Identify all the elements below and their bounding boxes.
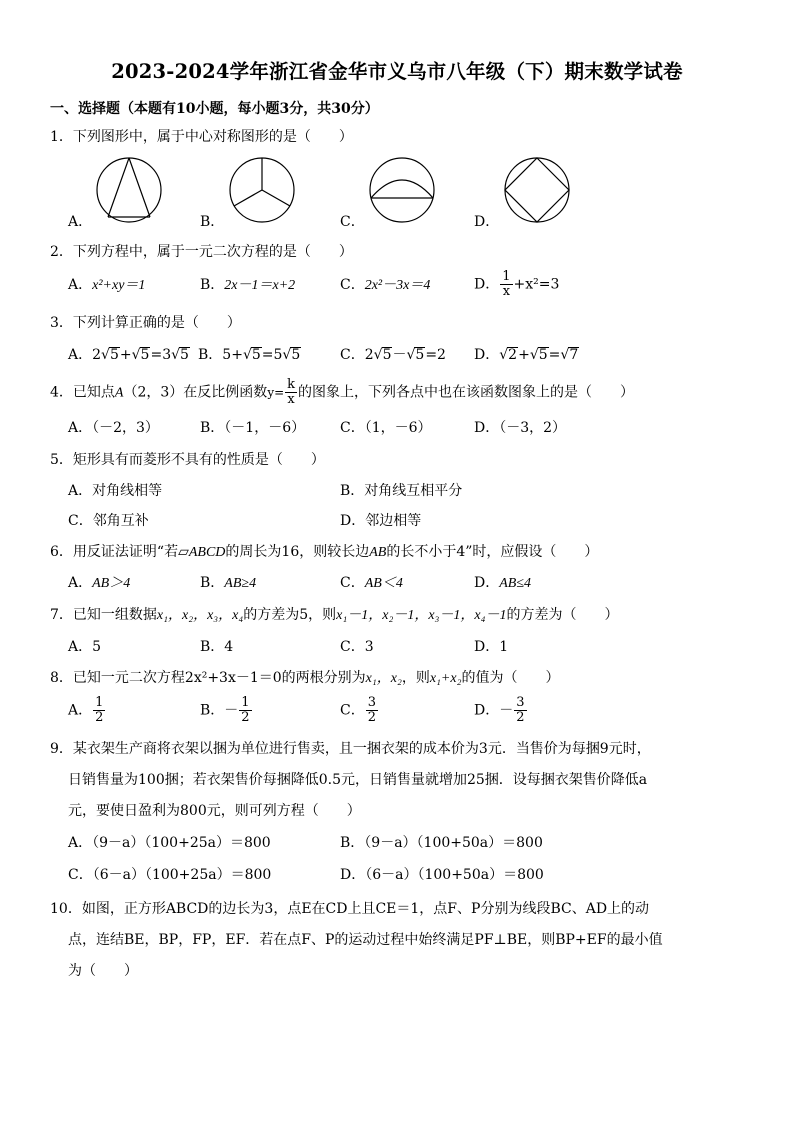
question-10-line-1: 10．如图，正方形ABCD的边长为3，点E在CD上且CE＝1，点F、P分别为线段BC、AD上的动 [50,901,650,917]
q7-option-b[interactable]: B．4 [200,639,234,655]
section-heading: 一、选择题（本题有10小题，每小题3分，共30分） [50,101,379,117]
q2-option-a[interactable]: A．x²+xy＝1 [68,277,146,293]
q8-option-a[interactable]: A． $\frac{1}{2}$ [68,695,104,725]
q6-option-c[interactable]: C．AB＜4 [340,575,403,591]
question-9-line-3: 元，要使日盈利为800元，则可列方程（ ） [68,803,361,819]
q1-figure-a-triangle-in-circle [92,156,166,226]
q1-option-a[interactable]: A． [68,214,93,230]
question-1-stem: 1．下列图形中，属于中心对称图形的是（ ） [50,129,353,145]
q5-option-c[interactable]: C．邻角互补 [68,513,149,529]
q4-option-c[interactable]: C．（1，－6） [340,420,432,436]
question-10-line-2: 点，连结BE，BP，FP，EF．若在点F、P的运动过程中始终满足PF⊥BE，则BP+EF的最小值 [68,932,663,948]
q3-option-c[interactable]: C．2√5－√5=2 [340,347,446,363]
question-4-stem: 4．已知点A（2，3）在反比例函数y= $\frac{k}{x}$ 的图象上，下列各点中也在该函数图象上的是（ ） [50,377,635,407]
q2-option-b[interactable]: B．2x－1＝x+2 [200,277,296,293]
page-title: 2023-2024学年浙江省金华市义乌市八年级（下）期末数学试卷 [111,60,683,83]
q9-option-c[interactable]: C．（6－a）（100+25a）＝800 [68,867,272,883]
q5-option-b[interactable]: B．对角线互相平分 [340,483,463,499]
q8-option-d[interactable]: D．－ $\frac{3}{2}$ [474,695,525,725]
q9-option-b[interactable]: B．（9－a）（100+50a）＝800 [340,835,543,851]
q2-option-c[interactable]: C．2x²－3x＝4 [340,277,431,293]
question-9-stem [50,734,760,827]
q9-option-d[interactable]: D．（6－a）（100+50a）＝800 [340,867,544,883]
q4-option-b[interactable]: B．（－1，－6） [200,420,306,436]
q4-option-a[interactable]: A．（－2，3） [68,420,159,436]
q8-option-b[interactable]: B．－ $\frac{1}{2}$ [200,695,250,725]
question-2-stem: 2．下列方程中，属于一元二次方程的是（ ） [50,244,353,260]
q5-option-a[interactable]: A．对角线相等 [68,483,163,499]
q6-option-b[interactable]: B．AB≥4 [200,575,257,591]
q1-figure-b-three-sectors [225,156,299,226]
question-9-line-1: 9．某衣架生产商将衣架以捆为单位进行售卖，且一捆衣架的成本价为3元．当售价为每捆9元时， [50,741,651,757]
question-3-stem: 3．下列计算正确的是（ ） [50,315,241,331]
q1-figure-c-arc-chord [365,156,439,226]
q6-option-d[interactable]: D．AB≤4 [474,575,532,591]
q3-option-a[interactable]: A．2√5+√5=3√5 [68,347,189,363]
q1-option-b[interactable]: B． [200,214,225,230]
q2-option-d[interactable]: D． $\frac{1}{x}$ +x²=3 [474,269,560,299]
question-7-stem: 7．已知一组数据x₁，x₂，x₃，x₄的方差为5，则x₁－1，x₂－1，x₃－1，x₄－1的方差为（ ） [50,607,619,623]
q6-option-a[interactable]: A．AB＞4 [68,575,131,591]
q1-option-c[interactable]: C． [340,214,365,230]
q9-option-a[interactable]: A．（9－a）（100+25a）＝800 [68,835,271,851]
question-5-stem: 5．矩形具有而菱形不具有的性质是（ ） [50,452,325,468]
question-10-stem [50,894,760,987]
q7-option-d[interactable]: D．1 [474,639,509,655]
q5-option-d[interactable]: D．邻边相等 [340,513,422,529]
question-6-stem: 6．用反证法证明“若▱ABCD的周长为16，则较长边AB的长不小于4”时，应假设（ ） [50,544,599,560]
q7-option-a[interactable]: A．5 [68,639,102,655]
q3-option-d[interactable]: D．√2+√5=√7 [474,347,579,363]
q8-option-c[interactable]: C． $\frac{3}{2}$ [340,695,376,725]
q3-option-b[interactable]: B．5+√5=5√5 [198,347,301,363]
q7-option-c[interactable]: C．3 [340,639,374,655]
q4-option-d[interactable]: D．（－3，2） [474,420,567,436]
question-9-line-2: 日销售量为100捆；若衣架售价每捆降低0.5元，日销售量就增加25捆．设每捆衣架售价降低a [68,772,648,788]
question-8-stem: 8．已知一元二次方程2x²+3x－1＝0的两根分别为x₁，x₂，则x₁+x₂的值为（ ） [50,670,560,686]
q1-figure-d-square-in-circle [500,156,574,226]
question-10-line-3: 为（ ） [68,963,138,979]
q1-option-d[interactable]: D． [474,214,500,230]
